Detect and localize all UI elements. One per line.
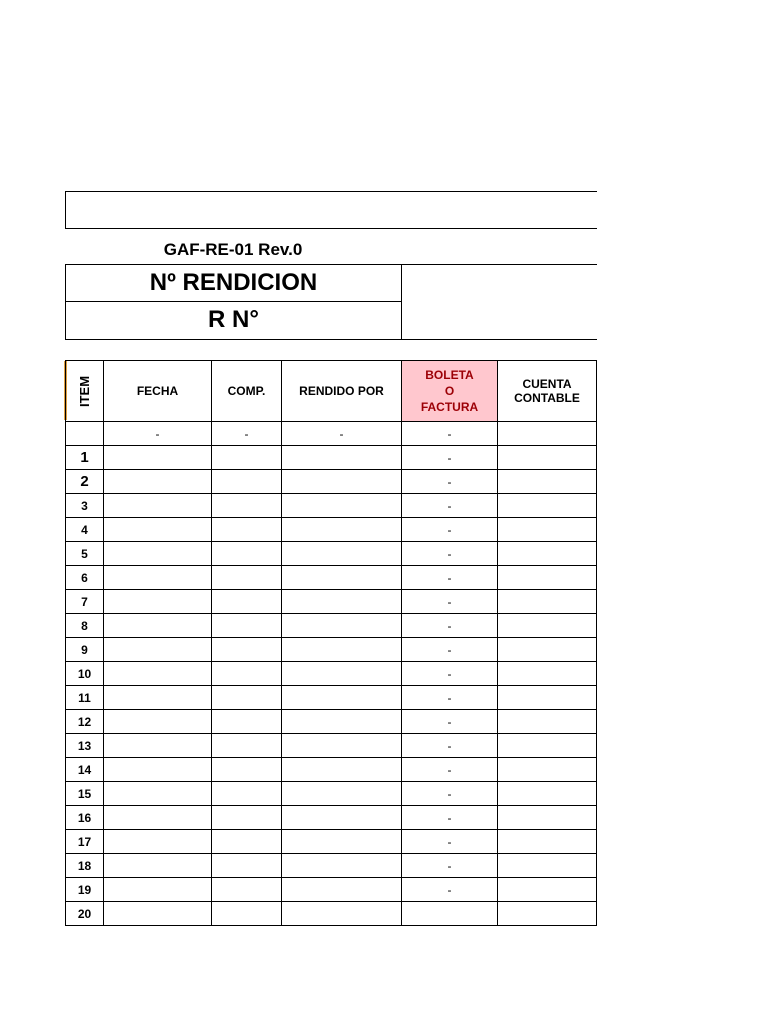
cell-item[interactable]: 12 (66, 710, 104, 734)
cell-item[interactable]: 15 (66, 782, 104, 806)
cell-item[interactable]: 20 (66, 902, 104, 926)
cell-cuenta[interactable] (498, 542, 597, 566)
cell-fecha[interactable] (104, 830, 212, 854)
cell-fecha[interactable] (104, 902, 212, 926)
cell-fecha[interactable] (104, 710, 212, 734)
cell-fecha[interactable]: - (104, 422, 212, 446)
cell-item[interactable]: 9 (66, 638, 104, 662)
cell-rendido-por[interactable]: - (282, 422, 402, 446)
cell-fecha[interactable] (104, 638, 212, 662)
cell-fecha[interactable] (104, 590, 212, 614)
cell-fecha[interactable] (104, 566, 212, 590)
cell-boleta[interactable]: - (402, 422, 498, 446)
cell-item[interactable]: 1 (66, 446, 104, 470)
cell-fecha[interactable] (104, 494, 212, 518)
cell-boleta[interactable]: - (402, 638, 498, 662)
cell-cuenta[interactable] (498, 686, 597, 710)
cell-boleta[interactable]: - (402, 614, 498, 638)
cell-rendido-por[interactable] (282, 902, 402, 926)
cell-cuenta[interactable] (498, 422, 597, 446)
cell-comp[interactable] (212, 734, 282, 758)
cell-comp[interactable] (212, 902, 282, 926)
table-row (66, 566, 597, 590)
cell-rendido-por[interactable] (282, 494, 402, 518)
cell-cuenta[interactable] (498, 614, 597, 638)
cell-rendido-por[interactable] (282, 518, 402, 542)
cell-rendido-por[interactable] (282, 590, 402, 614)
cell-cuenta[interactable] (498, 446, 597, 470)
cell-comp[interactable] (212, 830, 282, 854)
cell-comp[interactable] (212, 470, 282, 494)
cell-fecha[interactable] (104, 806, 212, 830)
table-row (66, 518, 597, 542)
rendicion-label: Nº RENDICION (65, 264, 402, 302)
table-row (66, 686, 597, 710)
cell-boleta[interactable]: - (402, 806, 498, 830)
cell-boleta[interactable] (402, 902, 498, 926)
header-rendido-por: RENDIDO POR (282, 361, 402, 422)
cell-item[interactable]: 4 (66, 518, 104, 542)
table-row (66, 710, 597, 734)
cell-comp[interactable] (212, 878, 282, 902)
header-item: ITEM (66, 361, 104, 422)
cell-boleta[interactable]: - (402, 734, 498, 758)
cell-item[interactable]: 17 (66, 830, 104, 854)
cell-cuenta[interactable] (498, 470, 597, 494)
summary-row (66, 422, 597, 446)
cell-cuenta[interactable] (498, 806, 597, 830)
cell-rendido-por[interactable] (282, 566, 402, 590)
cell-cuenta[interactable] (498, 854, 597, 878)
table-row (66, 734, 597, 758)
cell-rendido-por[interactable] (282, 662, 402, 686)
cell-comp[interactable] (212, 494, 282, 518)
cell-boleta[interactable]: - (402, 566, 498, 590)
cell-boleta[interactable]: - (402, 590, 498, 614)
table-row (66, 590, 597, 614)
cell-comp[interactable] (212, 662, 282, 686)
cell-cuenta[interactable] (498, 710, 597, 734)
cell-cuenta[interactable] (498, 734, 597, 758)
cell-rendido-por[interactable] (282, 782, 402, 806)
cell-fecha[interactable] (104, 614, 212, 638)
cell-cuenta[interactable] (498, 830, 597, 854)
cell-rendido-por[interactable] (282, 806, 402, 830)
table-row (66, 806, 597, 830)
cell-item[interactable]: 18 (66, 854, 104, 878)
cell-rendido-por[interactable] (282, 830, 402, 854)
table-row (66, 854, 597, 878)
cell-boleta[interactable]: - (402, 446, 498, 470)
cell-item[interactable]: 7 (66, 590, 104, 614)
cell-boleta[interactable]: - (402, 518, 498, 542)
cell-item[interactable]: 11 (66, 686, 104, 710)
cell-comp[interactable] (212, 518, 282, 542)
table-row (66, 662, 597, 686)
cell-rendido-por[interactable] (282, 758, 402, 782)
cell-rendido-por[interactable] (282, 542, 402, 566)
cell-boleta[interactable]: - (402, 854, 498, 878)
cell-comp[interactable] (212, 758, 282, 782)
cell-cuenta[interactable] (498, 494, 597, 518)
table-row (66, 638, 597, 662)
cell-fecha[interactable] (104, 470, 212, 494)
table-row (66, 758, 597, 782)
cell-comp[interactable] (212, 446, 282, 470)
cell-boleta[interactable]: - (402, 758, 498, 782)
cell-comp[interactable] (212, 590, 282, 614)
cell-comp[interactable] (212, 782, 282, 806)
cell-fecha[interactable] (104, 758, 212, 782)
cell-cuenta[interactable] (498, 518, 597, 542)
cell-rendido-por[interactable] (282, 854, 402, 878)
cell-boleta[interactable]: - (402, 662, 498, 686)
document-code: GAF-RE-01 Rev.0 (163, 240, 303, 259)
cell-item[interactable]: 2 (66, 470, 104, 494)
cell-item[interactable]: 19 (66, 878, 104, 902)
header-fecha: FECHA (104, 361, 212, 422)
cell-fecha[interactable] (104, 686, 212, 710)
cell-item[interactable]: 16 (66, 806, 104, 830)
cell-comp[interactable] (212, 686, 282, 710)
cell-rendido-por[interactable] (282, 734, 402, 758)
cell-rendido-por[interactable] (282, 614, 402, 638)
cell-cuenta[interactable] (498, 902, 597, 926)
table-row (66, 782, 597, 806)
table-row (66, 494, 597, 518)
cell-boleta[interactable]: - (402, 782, 498, 806)
cell-rendido-por[interactable] (282, 710, 402, 734)
table-row (66, 542, 597, 566)
cell-boleta[interactable]: - (402, 830, 498, 854)
cell-item[interactable]: 10 (66, 662, 104, 686)
cell-fecha[interactable] (104, 734, 212, 758)
cell-comp[interactable] (212, 806, 282, 830)
cell-boleta[interactable]: - (402, 878, 498, 902)
table-row (66, 614, 597, 638)
cell-rendido-por[interactable] (282, 446, 402, 470)
cell-cuenta[interactable] (498, 878, 597, 902)
table-row (66, 878, 597, 902)
cell-boleta[interactable]: - (402, 710, 498, 734)
table-row (66, 830, 597, 854)
cell-comp[interactable] (212, 542, 282, 566)
cell-boleta[interactable]: - (402, 470, 498, 494)
cell-item[interactable] (66, 422, 104, 446)
cell-rendido-por[interactable] (282, 686, 402, 710)
cell-boleta[interactable]: - (402, 542, 498, 566)
header-comp: COMP. (212, 361, 282, 422)
cell-rendido-por[interactable] (282, 638, 402, 662)
cell-fecha[interactable] (104, 446, 212, 470)
cell-boleta[interactable]: - (402, 494, 498, 518)
rendicion-header (65, 264, 597, 340)
cell-cuenta[interactable] (498, 638, 597, 662)
cell-item[interactable]: 3 (66, 494, 104, 518)
table-row (66, 446, 597, 470)
cell-comp[interactable] (212, 638, 282, 662)
cell-item[interactable]: 8 (66, 614, 104, 638)
rendicion-number-field[interactable] (401, 264, 597, 340)
header-cuenta-contable: CUENTA CONTABLE (498, 361, 597, 422)
cell-item[interactable]: 5 (66, 542, 104, 566)
cell-comp[interactable]: - (212, 422, 282, 446)
expense-table (65, 360, 597, 926)
cell-cuenta[interactable] (498, 758, 597, 782)
cell-fecha[interactable] (104, 662, 212, 686)
cell-item[interactable]: 6 (66, 566, 104, 590)
cell-cuenta[interactable] (498, 782, 597, 806)
cell-comp[interactable] (212, 854, 282, 878)
cell-cuenta[interactable] (498, 662, 597, 686)
title-box (65, 191, 597, 229)
table-row (66, 902, 597, 926)
rn-label: R N° (65, 301, 402, 340)
cell-boleta[interactable]: - (402, 686, 498, 710)
cell-rendido-por[interactable] (282, 470, 402, 494)
cell-comp[interactable] (212, 566, 282, 590)
cell-fecha[interactable] (104, 782, 212, 806)
cell-rendido-por[interactable] (282, 878, 402, 902)
cell-fecha[interactable] (104, 542, 212, 566)
cell-fecha[interactable] (104, 854, 212, 878)
cell-fecha[interactable] (104, 518, 212, 542)
table-header-row (66, 361, 597, 422)
cell-item[interactable]: 14 (66, 758, 104, 782)
table-row (66, 470, 597, 494)
cell-comp[interactable] (212, 710, 282, 734)
cell-cuenta[interactable] (498, 566, 597, 590)
cell-item[interactable]: 13 (66, 734, 104, 758)
cell-comp[interactable] (212, 614, 282, 638)
header-boleta-factura: BOLETA O FACTURA (402, 361, 498, 422)
cell-fecha[interactable] (104, 878, 212, 902)
cell-cuenta[interactable] (498, 590, 597, 614)
